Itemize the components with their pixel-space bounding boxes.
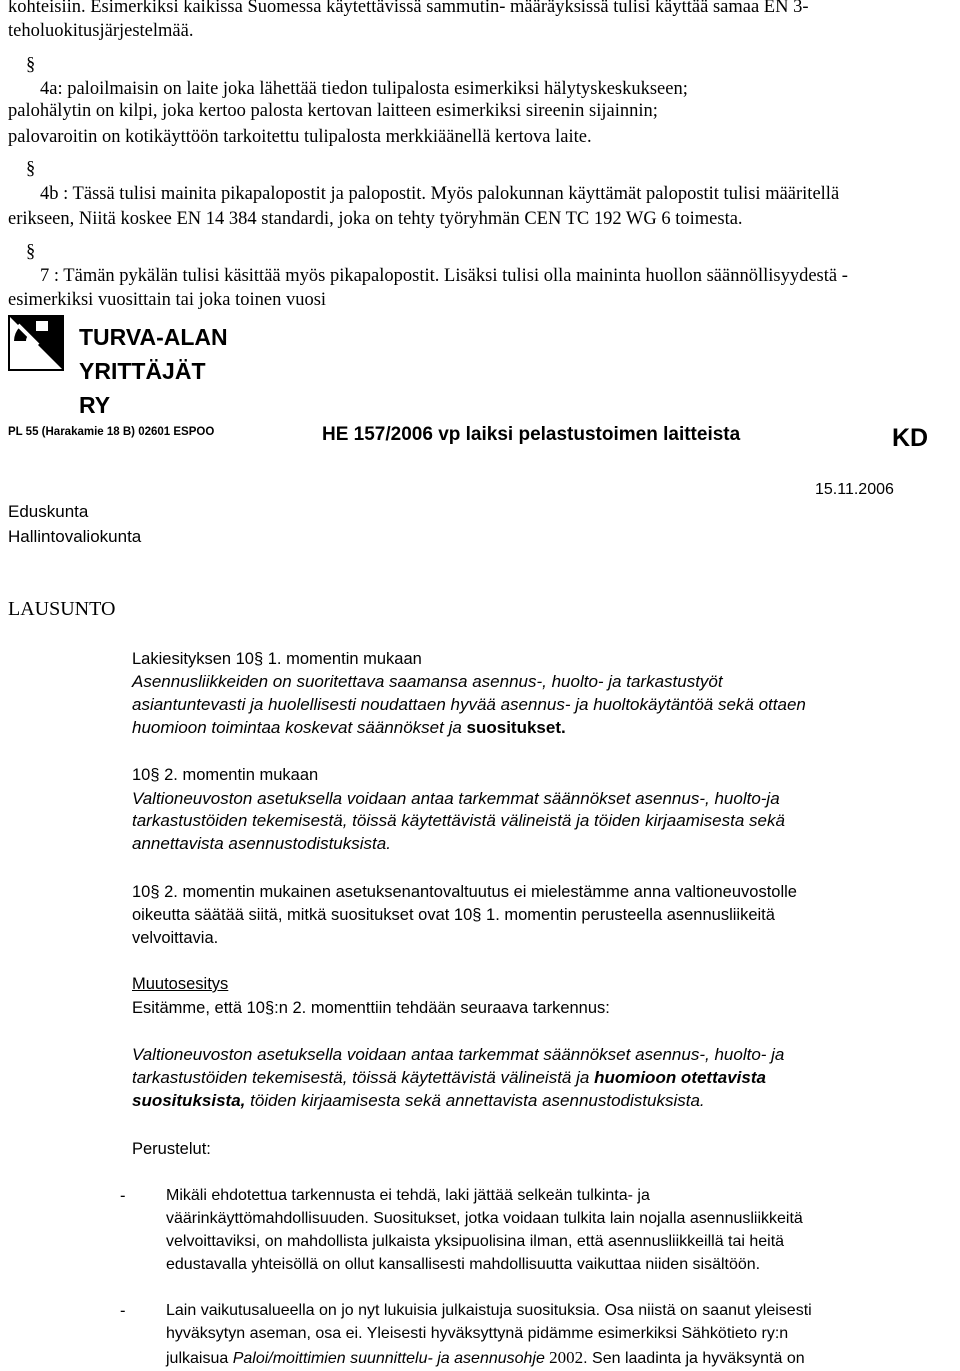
text-span: 2002 [544, 1348, 584, 1367]
text-line [132, 1091, 705, 1111]
text-line: velvoittavia. [132, 929, 219, 947]
text-line: esimerkiksi vuosittain tai joka toinen vuosi [8, 290, 327, 310]
text-span: tarkastustöiden tekemisestä, töissä käytettävistä välineistä ja [132, 1068, 595, 1087]
document-type: LAUSUNTO [8, 598, 116, 620]
document-date: 15.11.2006 [815, 481, 894, 498]
text-span: . Sen laadinta ja hyväksyntä on [583, 1350, 805, 1367]
paragraph-heading: Lakiesityksen 10§ 1. momentin mukaan [132, 650, 422, 668]
emphasis-span: suositukset. [466, 718, 566, 737]
paragraph-heading: Perustelut: [132, 1140, 211, 1158]
text-line: 10§ 2. momentin mukainen asetuksenantovaltuutus ei mielestämme anna valtioneuvostolle [132, 883, 797, 901]
recipient-line: Eduskunta [8, 502, 89, 521]
org-address: PL 55 (Harakamie 18 B) 02601 ESPOO [8, 426, 215, 438]
emphasis-span: suosituksista, [132, 1091, 246, 1110]
text-line [132, 1068, 766, 1088]
recipient-line: Hallintovaliokunta [8, 527, 142, 546]
text-line [132, 718, 566, 738]
text-line: Valtioneuvoston asetuksella voidaan antaa tarkemmat säännökset asennus-, huolto-ja [132, 789, 780, 808]
text-line: tarkastustöiden tekemisestä, töissä käytettävistä välineistä ja töiden kirjaamisesta sekä [132, 811, 785, 830]
org-logo-icon [8, 315, 64, 371]
text-line: Esitämme, että 10§:n 2. momenttiin tehdään seuraava tarkennus: [132, 999, 610, 1017]
text-line: väärinkäyttömahdollisuuden. Suositukset, jotka voidaan tulkita lain nojalla asennusliikkeitä [166, 1210, 803, 1227]
section-mark: § [26, 159, 36, 179]
org-name-line: YRITTÄJÄT [79, 358, 206, 384]
text-line: kohteisiin. Esimerkiksi kaikissa Suomessa käytettävissä sammutin- määräyksissä tulisi käyttää samaa EN 3- [8, 0, 809, 17]
text-span: julkaisua [166, 1350, 233, 1367]
text-line: 4b : Tässä tulisi mainita pikapalopostit ja palopostit. Myös palokunnan käyttämät palopostit tulisi määritellä [40, 184, 840, 204]
text-span: töiden kirjaamisesta sekä annettavista asennustodistuksista. [245, 1091, 705, 1110]
text-line [166, 1348, 805, 1368]
text-line: 7 : Tämän pykälän tulisi käsittää myös pikapalopostit. Lisäksi tulisi olla maininta huollon säännöllisyydestä - [40, 266, 848, 286]
text-line: Lain vaikutusalueella on jo nyt lukuisia julkaistuja suosituksia. Osa niistä on saanut yleisesti [166, 1302, 812, 1319]
text-line: hyväksytyn aseman, osa ei. Yleisesti hyväksyttynä pidämme esimerkiksi Sähkötieto ry:n [166, 1325, 789, 1342]
text-line: Mikäli ehdotettua tarkennusta ei tehdä, laki jättää selkeän tulkinta- ja [166, 1187, 650, 1204]
text-line: annettavista asennustodistuksista. [132, 834, 391, 853]
text-line: Valtioneuvoston asetuksella voidaan antaa tarkemmat säännökset asennus-, huolto- ja [132, 1045, 785, 1064]
text-line: teholuokitusjärjestelmää. [8, 21, 194, 41]
org-name-line: TURVA-ALAN [79, 324, 228, 350]
text-line: velvoittaviksi, on mahdollista julkaista yksipuolisina ilman, että asennusliikkeillä tai heitä [166, 1233, 785, 1250]
document-subject: HE 157/2006 vp laiksi pelastustoimen laitteista [322, 424, 741, 445]
author-initials: KD [892, 424, 929, 452]
bullet-dash: - [120, 1187, 126, 1205]
text-line: erikseen, Niitä koskee EN 14 384 standardi, joka on tehty työryhmän CEN TC 192 WG 6 toimesta. [8, 209, 743, 229]
text-line: oikeutta säätää siitä, mitkä suositukset ovat 10§ 1. momentin perusteella asennusliikeitä [132, 906, 775, 924]
text-span: huomioon toimintaa koskevat säännökset ja [132, 718, 467, 737]
text-line: edustavalla yhteisöllä on ollut kansallisesti mahdollisuutta vaikuttaa niiden sisältöön. [166, 1256, 761, 1273]
publication-title: Paloi/moittimien suunnittelu- ja asennusohje [232, 1350, 545, 1367]
text-line: 4a: paloilmaisin on laite joka lähettää tiedon tulipalosta esimerkiksi hälytyskeskukseen; [40, 79, 688, 99]
emphasis-span: huomioon otettavista [594, 1068, 766, 1087]
text-line: asiantuntevasti ja huolellisesti noudattaen hyvää asennus- ja huoltokäytäntöä sekä ottaen [132, 695, 806, 714]
text-line: Asennusliikkeiden on suoritettava saamansa asennus-, huolto- ja tarkastustyöt [132, 672, 723, 691]
section-mark: § [26, 55, 36, 75]
section-mark: § [26, 242, 36, 262]
paragraph-heading: 10§ 2. momentin mukaan [132, 766, 319, 784]
text-line: palohälytin on kilpi, joka kertoo palosta kertovan laitteen esimerkiksi sireenin sijainnin; [8, 101, 658, 121]
paragraph-heading: Muutosesitys [132, 975, 229, 993]
text-line: palovaroitin on kotikäyttöön tarkoitettu tulipalosta merkkiäänellä kertova laite. [8, 127, 592, 147]
bullet-dash: - [120, 1302, 126, 1320]
org-name-line: RY [79, 392, 111, 418]
